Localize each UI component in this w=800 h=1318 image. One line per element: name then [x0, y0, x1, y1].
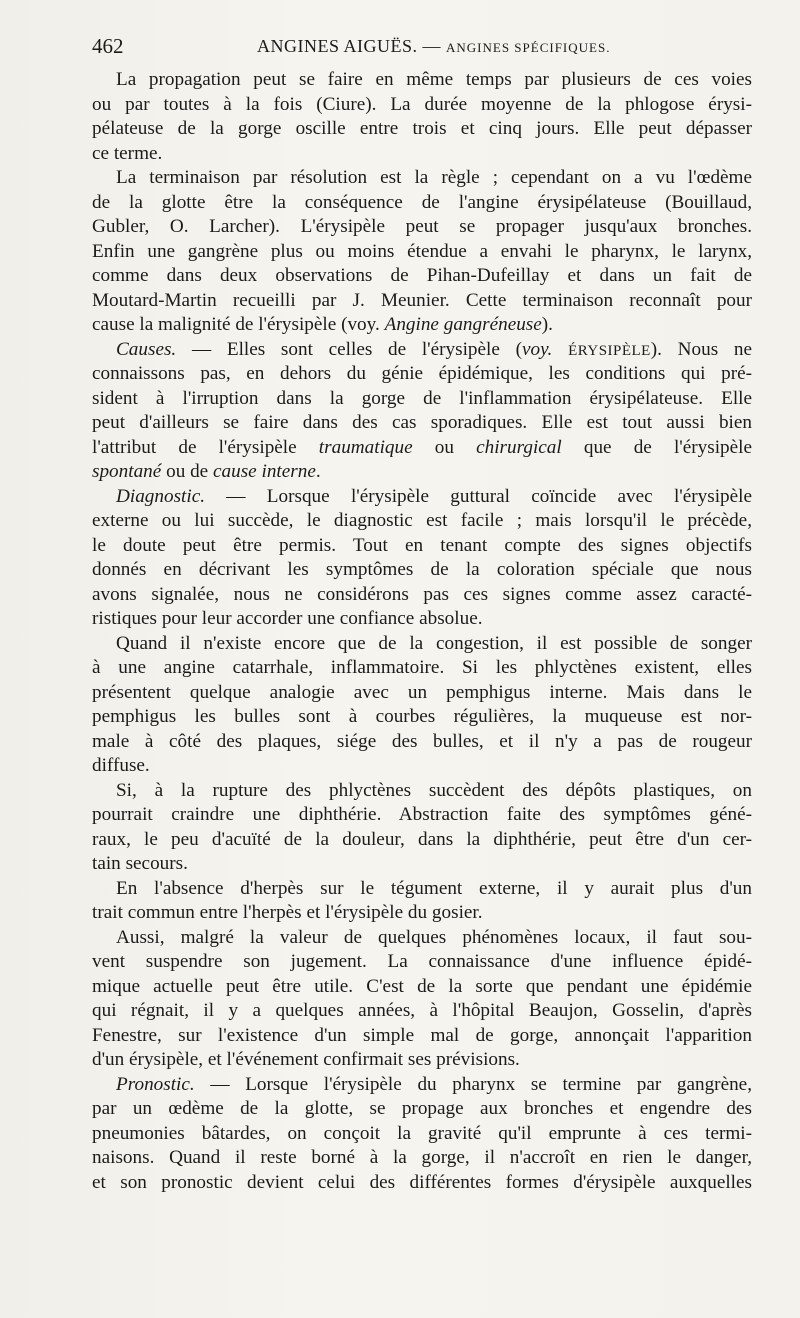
text-line: trait commun entre l'herpès et l'érysipèle du gosier.	[92, 902, 483, 923]
text-line: Enfin une gangrène plus ou moins étendue a envahi le pharynx, le larynx,	[92, 240, 752, 262]
text-line: pourrait craindre une diphthérie. Abstraction faite des symptômes géné-	[92, 804, 752, 825]
text-run: que de l'érysipèle	[561, 436, 752, 458]
text-line: par un œdème de la glotte, se propage aux bronches et engendre des	[92, 1098, 752, 1119]
text-line: pemphigus les bulles sont à courbes régulières, la muqueuse est nor-	[92, 706, 752, 727]
text-line: peut d'ailleurs se faire dans des cas sporadiques. Elle est tout aussi bien	[92, 412, 752, 433]
text-line: ristiques pour leur accorder une confiance absolue.	[92, 608, 483, 629]
text-line: tain secours.	[92, 853, 188, 874]
italic-text: Pronostic.	[116, 1073, 195, 1095]
text-line: ce terme.	[92, 142, 163, 164]
running-head	[257, 36, 610, 57]
text-run: .	[315, 461, 321, 482]
text-run: ou de	[161, 461, 213, 482]
text-run: — Lorsque l'érysipèle guttural coïncide avec l'érysipèle	[205, 485, 752, 507]
text-line: La propagation peut se faire en même temps par plusieurs de ces voies	[116, 69, 752, 90]
text-line: pneumonies bâtardes, on conçoit la gravité qu'il emprunte à ces termi-	[92, 1122, 752, 1144]
text-line: présentent quelque analogie avec un pemphigus interne. Mais dans le	[92, 681, 752, 703]
text-run: — Lorsque l'érysipèle du pharynx se termine par gangrène,	[194, 1073, 752, 1095]
text-run: ou	[412, 436, 477, 458]
running-head-separator: —	[417, 36, 446, 56]
italic-text: voy.	[521, 338, 553, 360]
running-head-sub: ANGINES SPÉCIFIQUES.	[446, 40, 611, 55]
text-line: Quand il n'existe encore que de la congestion, il est possible de songer	[116, 632, 752, 654]
text-line: connaissons pas, en dehors du génie épidémique, les conditions qui pré-	[92, 363, 752, 384]
text-line: Si, à la rupture des phlyctènes succèdent des dépôts plastiques, on	[116, 779, 752, 801]
text-line: Fenestre, sur l'existence d'un simple mal de gorge, annonçait l'apparition	[92, 1024, 752, 1046]
text-line	[92, 1073, 752, 1098]
text-line	[92, 436, 752, 461]
text-line: comme dans deux observations de Pihan-Dufeillay et dans un fait de	[92, 265, 752, 286]
small-caps-text: ÉRYSIPÈLE	[568, 342, 651, 359]
italic-text: Diagnostic.	[116, 485, 206, 507]
text-run: — Elles sont celles de l'érysipèle (	[176, 338, 522, 360]
text-line: La terminaison par résolution est la règle ; cependant on a vu l'œdème	[116, 167, 752, 188]
italic-text: Causes.	[116, 338, 177, 360]
page-header	[92, 34, 752, 62]
body-text	[92, 68, 752, 1195]
text-line	[92, 460, 752, 485]
text-line: qui régnait, il y a quelques années, à l'hôpital Beaujon, Gosselin, d'après	[92, 1000, 752, 1021]
text-line: naisons. Quand il reste borné à la gorge, il n'accroît en rien le danger,	[92, 1147, 752, 1168]
text-run: ).	[541, 314, 553, 335]
text-line: de la glotte être la conséquence de l'angine érysipélateuse (Bouillaud,	[92, 191, 752, 213]
text-line: sident à l'irruption dans la gorge de l'inflammation érysipélateuse. Elle	[92, 387, 752, 409]
page-number: 462	[92, 34, 124, 58]
text-line: d'un érysipèle, et l'événement confirmait ses prévisions.	[92, 1049, 520, 1070]
text-line: En l'absence d'herpès sur le tégument externe, il y aurait plus d'un	[116, 877, 752, 899]
text-line: ou par toutes à la fois (Ciure). La durée moyenne de la phlogose érysi-	[92, 93, 752, 115]
text-line: diffuse.	[92, 755, 150, 776]
running-head-main: ANGINES AIGUËS.	[257, 36, 418, 56]
text-line: externe ou lui succède, le diagnostic est facile ; mais lorsqu'il le précède,	[92, 510, 752, 531]
text-line: vent suspendre son jugement. La connaissance d'une influence épidé-	[92, 951, 752, 972]
text-line: raux, le peu d'acuïté de la douleur, dans la diphthérie, peut être d'un cer-	[92, 828, 752, 850]
text-line: donnés en décrivant les symptômes de la coloration spéciale que nous	[92, 559, 752, 580]
text-run	[552, 339, 568, 360]
italic-text: Angine gangréneuse	[384, 314, 542, 335]
text-line: Moutard-Martin recueilli par J. Meunier. Cette terminaison reconnaît pour	[92, 289, 752, 311]
text-line	[92, 338, 752, 363]
text-line: male à côté des plaques, siége des bulles, et il n'y a pas de rougeur	[92, 730, 752, 752]
italic-text: cause interne	[213, 461, 316, 482]
text-line: mique actuelle peut être utile. C'est de la sorte que pendant une épidémie	[92, 975, 752, 997]
text-line: et son pronostic devient celui des différentes formes d'érysipèle auxquelles	[92, 1171, 752, 1193]
text-line: pélateuse de la gorge oscille entre trois et cinq jours. Elle peut dépasser	[92, 118, 752, 139]
italic-text: traumatique	[318, 436, 413, 458]
text-line: avons signalée, nous ne considérons pas ces signes comme assez caracté-	[92, 583, 752, 605]
text-run: ). Nous ne	[650, 338, 752, 360]
text-line	[92, 485, 752, 510]
text-line: Aussi, malgré la valeur de quelques phénomènes locaux, il faut sou-	[116, 926, 752, 948]
text-line: Gubler, O. Larcher). L'érysipèle peut se propager jusqu'aux bronches.	[92, 216, 752, 237]
text-line: à une angine catarrhale, inflammatoire. Si les phlyctènes existent, elles	[92, 657, 752, 678]
italic-text: chirurgical	[476, 436, 562, 458]
text-line	[92, 313, 752, 338]
italic-text: spontané	[92, 461, 162, 482]
text-run: cause la malignité de l'érysipèle (voy.	[92, 314, 385, 335]
text-run: l'attribut de l'érysipèle	[92, 436, 319, 458]
text-line: le doute peut être permis. Tout en tenant compte des signes objectifs	[92, 534, 752, 556]
